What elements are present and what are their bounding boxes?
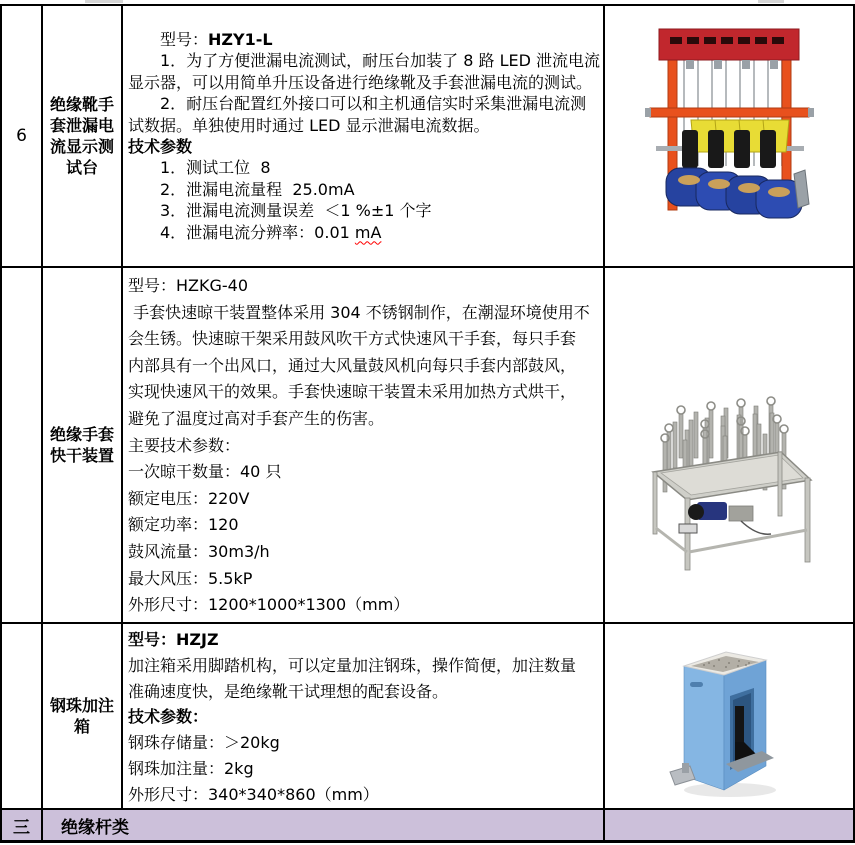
row2-photo-cell bbox=[605, 268, 855, 624]
row3-photo-cell bbox=[605, 624, 855, 810]
text-line: 外形尺寸：340*340*860（mm） bbox=[128, 784, 379, 804]
row1-name-cell bbox=[43, 6, 123, 268]
ball-filling-box-photo bbox=[654, 630, 804, 802]
model-line: 型号：HZKG-40 bbox=[128, 276, 249, 295]
text-line: 内部具有一个出风口，通过大风量鼓风机向每只手套内部鼓风， bbox=[128, 355, 577, 375]
row3-name-cell bbox=[43, 624, 123, 810]
model-label: 型号： bbox=[128, 30, 209, 49]
text-line: 2．泄漏电流量程 25.0mA bbox=[128, 179, 355, 199]
row2-description-cell bbox=[123, 268, 605, 624]
text-line bbox=[128, 222, 601, 243]
param-text: 4．泄漏电流分辨率：0.01 bbox=[128, 222, 355, 242]
model-line: 型号：HZJZ bbox=[128, 630, 219, 649]
text-line: 实现快速风干的效果。手套快速晾干装置未采用加热方式烘干， bbox=[128, 382, 577, 402]
text-line: 钢珠存储量：＞20kg bbox=[128, 733, 280, 753]
text-line: 试数据。单独使用时通过 LED 显示泄漏电流数据。 bbox=[128, 115, 490, 135]
text-line: 准确速度快，是绝缘靴干试理想的配套设备。 bbox=[128, 681, 449, 701]
previous-row-remnant bbox=[758, 0, 784, 3]
row1-number-cell bbox=[2, 6, 43, 268]
row3-description-cell bbox=[123, 624, 605, 810]
text-line: 会生锈。快速晾干架采用鼓风吹干方式快速风干手套，每只手套 bbox=[128, 329, 577, 349]
footer-label-cell bbox=[43, 810, 605, 843]
row2-name-cell bbox=[43, 268, 123, 624]
spellcheck-word: mA bbox=[354, 222, 382, 242]
text-line: 额定电压：220V bbox=[128, 488, 250, 508]
equipment-name: 钢珠加注箱 bbox=[49, 696, 114, 736]
text-line: 鼓风流量：30m3/h bbox=[128, 541, 270, 561]
row-number: 6 bbox=[16, 126, 27, 146]
text-line: 额定功率：120 bbox=[128, 515, 239, 535]
footer-number-cell bbox=[2, 810, 43, 843]
model-line bbox=[128, 29, 601, 50]
equipment-table bbox=[0, 4, 855, 843]
section-number: 三 bbox=[13, 817, 30, 838]
text-line: 2．耐压台配置红外接口可以和主机通信实时采集泄漏电流测 bbox=[128, 94, 587, 114]
row1-photo-cell bbox=[605, 6, 855, 268]
params-heading: 技术参数： bbox=[128, 707, 209, 727]
text-line: 加注箱采用脚踏机构，可以定量加注钢珠，操作简便，加注数量 bbox=[128, 655, 577, 675]
params-heading: 技术参数 bbox=[128, 137, 193, 157]
text-line: 避免了温度过高对手套产生的伤害。 bbox=[128, 408, 385, 428]
equipment-name: 绝缘靴手套泄漏电流显示测试台 bbox=[49, 95, 114, 177]
text-line: 1．为了方便泄漏电流测试，耐压台加装了 8 路 LED 泄流电流 bbox=[128, 51, 601, 71]
row3-number-cell bbox=[2, 624, 43, 810]
model-value: HZY1-L bbox=[208, 30, 273, 49]
drying-rack-photo bbox=[639, 386, 819, 586]
text-line: 一次晾干数量：40 只 bbox=[128, 462, 282, 482]
footer-photo-cell bbox=[605, 810, 855, 843]
equipment-name: 绝缘手套快干装置 bbox=[49, 425, 114, 465]
text-line: 钢珠加注量：2kg bbox=[128, 758, 254, 778]
text-line: 外形尺寸：1200*1000*1300（mm） bbox=[128, 595, 410, 615]
row2-number-cell bbox=[2, 268, 43, 624]
previous-row-remnant bbox=[85, 0, 123, 3]
test-stand-photo bbox=[642, 24, 817, 246]
text-line: 显示器，可以用简单升压设备进行绝缘靴及手套泄漏电流的测试。 bbox=[128, 72, 593, 92]
text-line: 3．泄漏电流测量误差 ＜1 %±1 个字 bbox=[128, 201, 432, 221]
text-line: 最大风压：5.5kP bbox=[128, 568, 253, 588]
params-heading: 主要技术参数： bbox=[128, 435, 241, 455]
section-title: 绝缘杆类 bbox=[61, 817, 129, 838]
text-line: 手套快速晾干装置整体采用 304 不锈钢制作，在潮湿环境使用不 bbox=[128, 302, 590, 322]
text-line: 1．测试工位 8 bbox=[128, 158, 271, 178]
row1-description-cell bbox=[123, 6, 605, 268]
